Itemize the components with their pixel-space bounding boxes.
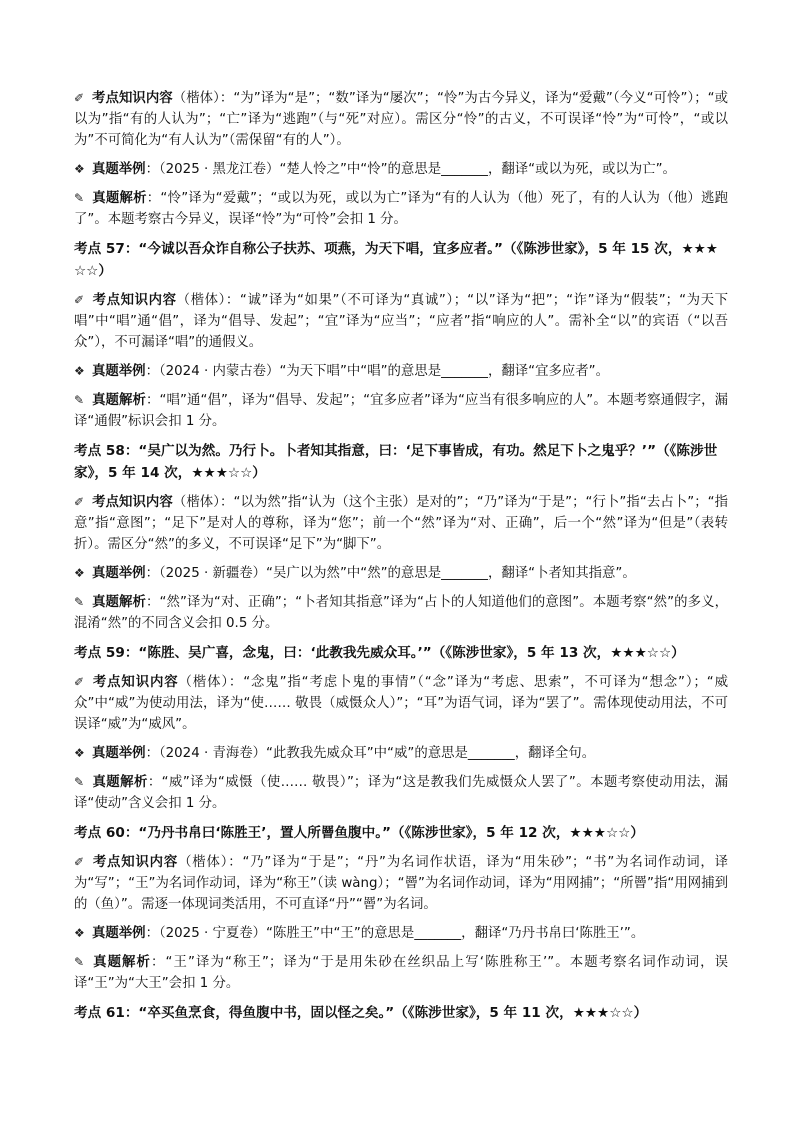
paragraph-label: 真题举例 bbox=[92, 746, 146, 761]
paragraph-label: 考点知识内容 bbox=[92, 293, 177, 308]
exam-analysis-paragraph bbox=[74, 772, 728, 814]
paragraph-text: （楷体）：“乃”译为“于是”；“丹”为名词作状语，译为“用朱砂”；“书”为名词作动词，译为“写”；“王”为名词作动词，译为“称王”（读 wàng）；“罾”为名词作动词，译为“用网捕”；“所罾”指“用网捕到的（鱼）”。需逐一体现词类活用，不可直译“丹”“罾”为名词。 bbox=[74, 855, 729, 912]
paragraph-text: ：“然”译为“对、正确”；“卜者知其指意”译为“占卜的人知道他们的意图”。本题考察“然”的多义，混淆“然”的不同含义会扣 0.5 分。 bbox=[74, 595, 728, 631]
paragraph-text: ：（2024 · 内蒙古卷）“为天下唱”中“唱”的意思是_______，翻译“宜多应者”。 bbox=[145, 364, 609, 379]
exam-analysis-paragraph bbox=[74, 390, 728, 432]
paragraph-text: （楷体）：“诚”译为“如果”（不可译为“真诚”）；“以”译为“把”；“诈”译为“假装”；“为天下唱”中“唱”通“倡”，译为“倡导、发起”；“宜”译为“应当”；“应者”指“响应的人”。需补全“以”的宾语（“以吾众”），不可漏译“唱”的通假义。 bbox=[74, 293, 728, 350]
pencil-icon: ✐ bbox=[74, 91, 85, 105]
diamond-icon: ❖ bbox=[74, 162, 85, 176]
exam-analysis-paragraph bbox=[74, 952, 728, 994]
exam-example-paragraph bbox=[74, 743, 728, 764]
paragraph-label: 考点知识内容 bbox=[92, 675, 179, 690]
topic-heading-61: 考点 61：“卒买鱼烹食，得鱼腹中书，固以怪之矣。”（《陈涉世家》，5 年 11 次，★★★☆☆） bbox=[74, 1005, 648, 1021]
paragraph-label: 考点知识内容 bbox=[92, 495, 173, 510]
paragraph-label: 真题解析 bbox=[92, 955, 152, 970]
paragraph-label: 真题解析 bbox=[92, 775, 148, 790]
topic-heading-59: 考点 59：“陈胜、吴广喜，念鬼，曰：‘此教我先威众耳。’”（《陈涉世家》，5 年 13 次，★★★☆☆） bbox=[74, 645, 685, 661]
topic-heading-57: 考点 57：“今诚以吾众诈自称公子扶苏、项燕，为天下唱，宜多应者。”（《陈涉世家》，5 年 15 次，★★★☆☆） bbox=[74, 241, 718, 279]
paragraph-text: （楷体）：“念鬼”指“考虑卜鬼的事情”（“念”译为“考虑、思索”，不可译为“想念”）；“威众”中“威”为使动用法，译为“使…… 敬畏（威慑众人）”；“耳”为语气词，译为“罢了”。需体现使动用法，不可误译“威”为“威风”。 bbox=[74, 675, 728, 732]
exam-example-paragraph bbox=[74, 923, 728, 944]
paragraph-text: （楷体）：“以为然”指“认为（这个主张）是对的”；“乃”译为“于是”；“行卜”指“去占卜”；“指意”指“意图”；“足下”是对人的尊称，译为“您”；前一个“然”译为“对、正确”，后一个“然”译为“但是”（表转折）。需区分“然”的多义，不可误译“足下”为“脚下”。 bbox=[74, 495, 729, 552]
pen-icon: ✎ bbox=[74, 191, 85, 205]
diamond-icon: ❖ bbox=[74, 364, 85, 378]
paragraph-text: ：“唱”通“倡”，译为“倡导、发起”；“宜多应者”译为“应当有很多响应的人”。本题考察通假字，漏译“通假”标识会扣 1 分。 bbox=[74, 393, 728, 429]
exam-analysis-paragraph bbox=[74, 188, 728, 230]
topic-heading-58: 考点 58：“吴广以为然。乃行卜。卜者知其指意，曰：‘足下事皆成，有功。然足下卜之鬼乎？’”（《陈涉世家》，5 年 14 次，★★★☆☆） bbox=[74, 443, 718, 481]
exam-example-paragraph bbox=[74, 563, 728, 584]
knowledge-content-paragraph bbox=[74, 88, 728, 151]
pencil-icon: ✐ bbox=[74, 855, 85, 869]
paragraph-label: 真题举例 bbox=[92, 566, 146, 581]
paragraph-text: ：（2025 · 黑龙江卷）“楚人怜之”中“怜”的意思是_______，翻译“或以为死，或以为亡”。 bbox=[145, 162, 676, 177]
diamond-icon: ❖ bbox=[74, 746, 85, 760]
paragraph-text: （楷体）：“为”译为“是”；“数”译为“屡次”；“怜”为古今异义，译为“爱戴”（今义“可怜”）；“或以为”指“有的人认为”；“亡”译为“逃跑”（与“死”对应）。需区分“怜”的古义，不可误译“怜”为“可怜”，“或以为”不可简化为“有人认为”（需保留“有的人”）。 bbox=[74, 91, 728, 148]
paragraph-label: 真题举例 bbox=[92, 926, 146, 941]
exam-analysis-paragraph bbox=[74, 592, 728, 634]
pen-icon: ✎ bbox=[74, 595, 85, 609]
knowledge-content-paragraph bbox=[74, 672, 728, 735]
paragraph-label: 真题解析 bbox=[92, 191, 147, 206]
paragraph-label: 真题举例 bbox=[92, 364, 146, 379]
paragraph-label: 真题举例 bbox=[92, 162, 146, 177]
pen-icon: ✎ bbox=[74, 393, 85, 407]
paragraph-label: 真题解析 bbox=[92, 393, 146, 408]
pencil-icon: ✐ bbox=[74, 675, 85, 689]
pencil-icon: ✐ bbox=[74, 495, 85, 509]
knowledge-content-paragraph bbox=[74, 290, 728, 353]
pen-icon: ✎ bbox=[74, 775, 85, 789]
diamond-icon: ❖ bbox=[74, 566, 85, 580]
paragraph-text: ：（2024 · 青海卷）“此教我先威众耳”中“威”的意思是_______，翻译全句。 bbox=[145, 746, 596, 761]
topic-heading-60: 考点 60：“乃丹书帛曰‘陈胜王’，置人所罾鱼腹中。”（《陈涉世家》，5 年 12 次，★★★☆☆） bbox=[74, 825, 644, 841]
exam-example-paragraph bbox=[74, 159, 728, 180]
paragraph-label: 真题解析 bbox=[92, 595, 146, 610]
exam-example-paragraph bbox=[74, 361, 728, 382]
document-page bbox=[74, 88, 728, 1032]
paragraph-text: ：“怜”译为“爱戴”；“或以为死，或以为亡”译为“有的人认为（他）死了，有的人认为（他）逃跑了”。本题考察古今异义，误译“怜”为“可怜”会扣 1 分。 bbox=[74, 191, 729, 227]
paragraph-text: ：“王”译为“称王”；译为“于是用朱砂在丝织品上写‘陈胜称王’”。本题考察名词作动词，误译“王”为“大王”会扣 1 分。 bbox=[74, 955, 729, 991]
paragraph-text: ：“威”译为“威慑（使…… 敬畏）”；译为“这是教我们先威慑众人罢了”。本题考察使动用法，漏译“使动”含义会扣 1 分。 bbox=[74, 775, 729, 811]
paragraph-text: ：（2025 · 新疆卷）“吴广以为然”中“然”的意思是_______，翻译“卜者知其指意”。 bbox=[145, 566, 636, 581]
paragraph-label: 考点知识内容 bbox=[92, 855, 179, 870]
paragraph-text: ：（2025 · 宁夏卷）“陈胜王”中“王”的意思是_______，翻译“乃丹书帛曰‘陈胜王’”。 bbox=[145, 926, 645, 941]
knowledge-content-paragraph bbox=[74, 492, 728, 555]
paragraph-label: 考点知识内容 bbox=[92, 91, 173, 106]
pen-icon: ✎ bbox=[74, 955, 85, 969]
pencil-icon: ✐ bbox=[74, 293, 85, 307]
diamond-icon: ❖ bbox=[74, 926, 85, 940]
knowledge-content-paragraph bbox=[74, 852, 728, 915]
